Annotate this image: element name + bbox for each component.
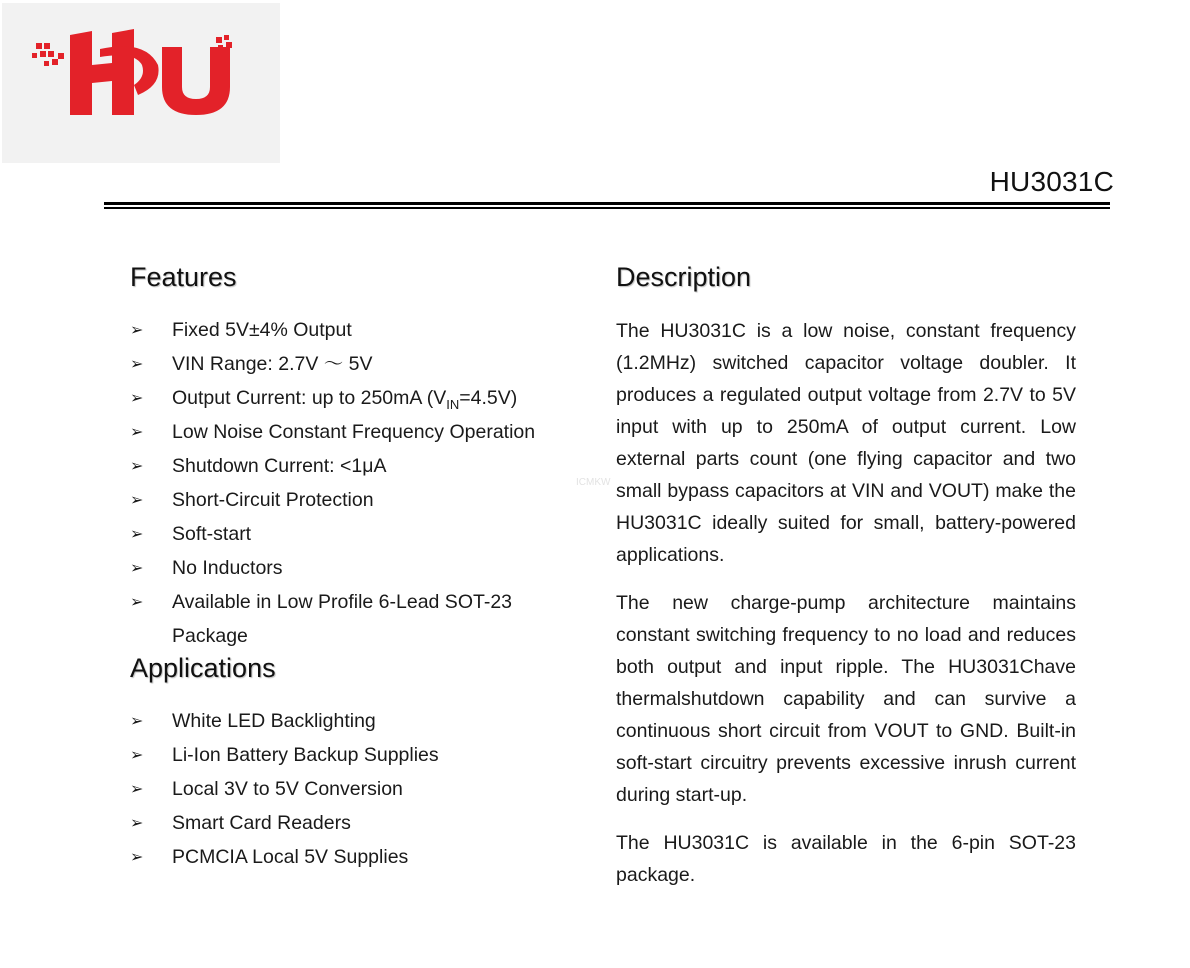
watermark: ICMKW (576, 477, 611, 488)
description-paragraph: The HU3031C is a low noise, constant frequency (1.2MHz) switched capacitor voltage doubler. It produces a regulated output voltage from 2.7V to 5V input with up to 250mA of output current. Low external parts count (one flying capacitor and two small bypass capacitors at VIN and VOUT) make the HU3031C ideally suited for small, battery-powered applications. (616, 320, 1076, 566)
right-column (616, 262, 1076, 907)
list-item: ➢ Low Noise Constant Frequency Operation (130, 415, 580, 449)
applications-list (130, 704, 580, 874)
list-item: ➢ Output Current: up to 250mA $(V_{IN}=4.5V)$ (130, 381, 580, 415)
arrow-bullet-icon: ➢ (130, 847, 144, 866)
features-list (130, 313, 580, 653)
list-item: ➢ White LED Backlighting (130, 704, 580, 738)
list-item: ➢ No Inductors (130, 551, 580, 585)
arrow-bullet-icon: ➢ (130, 711, 144, 730)
list-item: ➢ Li-Ion Battery Backup Supplies (130, 738, 580, 772)
list-item: ➢ Local 3V to 5V Conversion (130, 772, 580, 806)
arrow-bullet-icon: ➢ (130, 456, 144, 475)
list-item: ➢ Shutdown Current: <1μA (130, 449, 580, 483)
header-divider-thin (104, 207, 1110, 209)
arrow-bullet-icon: ➢ (130, 388, 144, 407)
arrow-bullet-icon: ➢ (130, 558, 144, 577)
arrow-bullet-icon: ➢ (130, 524, 144, 543)
applications-heading: Applications (130, 653, 276, 683)
arrow-bullet-icon: ➢ (130, 592, 144, 611)
hu-logo-icon (30, 29, 240, 124)
logo-container (2, 3, 280, 163)
arrow-bullet-icon: ➢ (130, 490, 144, 509)
list-item: ➢ Fixed 5V±4% Output (130, 313, 580, 347)
list-item: ➢ Soft-start (130, 517, 580, 551)
features-heading: Features (130, 262, 237, 292)
arrow-bullet-icon: ➢ (130, 779, 144, 798)
description-paragraph: The new charge-pump architecture maintains constant switching frequency to no load and reduces both output and input ripple. The HU3031Chave thermalshutdown capability and can survive a continuous short circuit from VOUT to GND. Built-in soft-start circuitry prevents excessive inrush current during start-up. (616, 592, 1076, 806)
description-heading: Description (616, 262, 752, 292)
arrow-bullet-icon: ➢ (130, 320, 144, 339)
header-divider-thick (104, 202, 1110, 205)
list-item: ➢ Smart Card Readers (130, 806, 580, 840)
list-item: ➢ Short-Circuit Protection (130, 483, 580, 517)
arrow-bullet-icon: ➢ (130, 745, 144, 764)
list-item: ➢ Available in Low Profile 6-Lead SOT-23 Package (130, 585, 580, 653)
description-paragraph: The HU3031C is available in the 6-pin SOT-23 package. (616, 832, 1076, 886)
part-number-header: HU3031C (989, 166, 1114, 197)
left-column (130, 262, 580, 874)
arrow-bullet-icon: ➢ (130, 422, 144, 441)
list-item: ➢ VIN Range: 2.7V ～ 5V (130, 347, 580, 381)
list-item: ➢ PCMCIA Local 5V Supplies (130, 840, 580, 874)
arrow-bullet-icon: ➢ (130, 354, 144, 373)
arrow-bullet-icon: ➢ (130, 813, 144, 832)
